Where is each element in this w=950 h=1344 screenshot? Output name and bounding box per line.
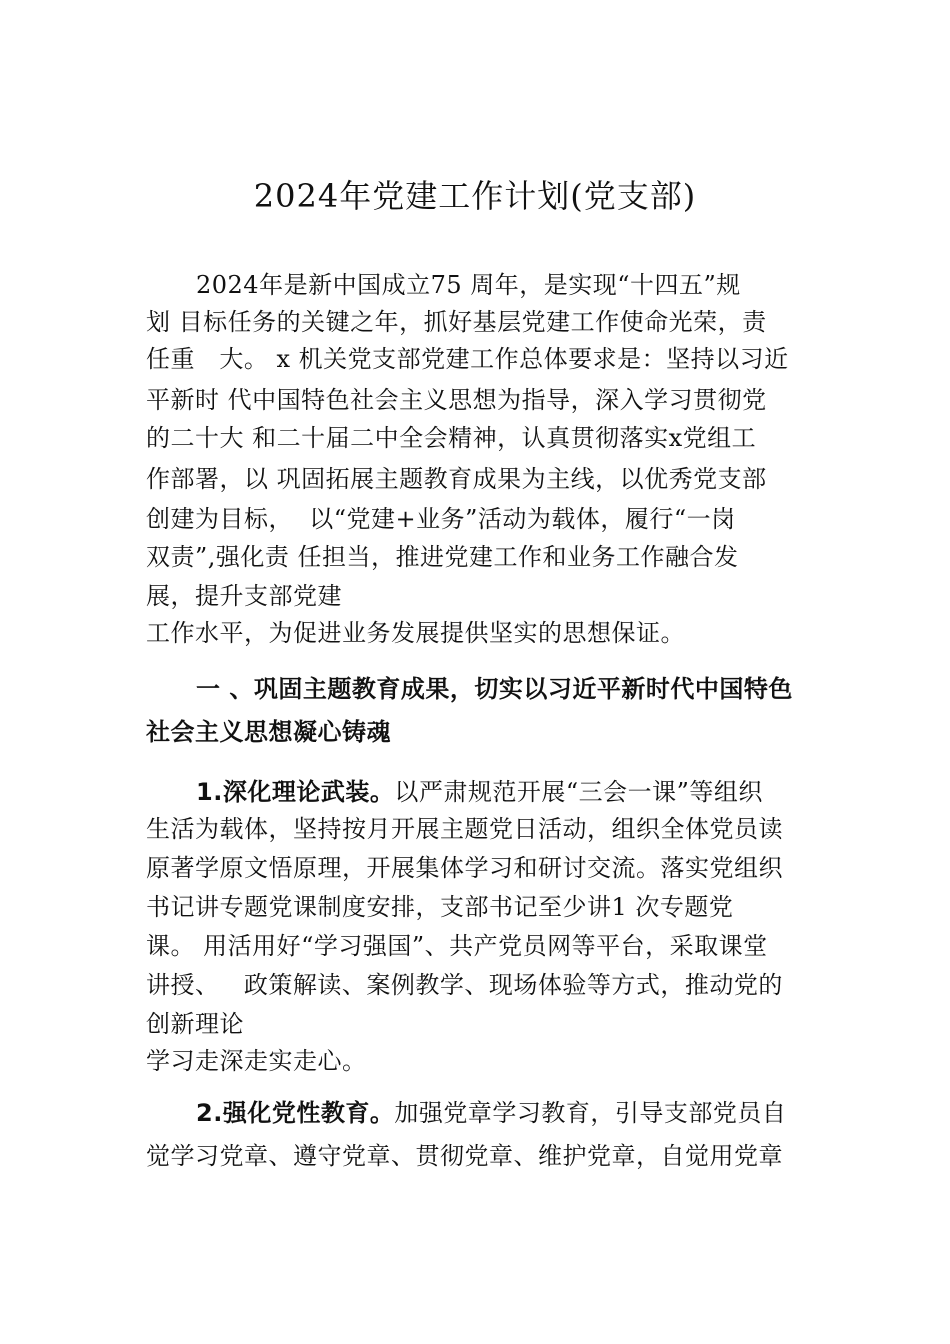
paragraph-line: 划 目标任务的关键之年，抓好基层党建工作使命光荣，责 (146, 308, 767, 336)
paragraph-line: 展，提升支部党建 (146, 582, 342, 610)
section-heading: 一 、巩固主题教育成果，切实以习近平新时代中国特色 (196, 675, 793, 703)
paragraph-line: 双责”,强化责 任担当，推进党建工作和业务工作融合发 (146, 543, 739, 571)
paragraph-line: 觉学习党章、遵守党章、贯彻党章、维护党章，自觉用党章 (146, 1142, 783, 1170)
document-title: 2024年党建工作计划(党支部) (253, 177, 697, 215)
paragraph-line: 讲授、 政策解读、案例教学、现场体验等方式，推动党的 (146, 971, 783, 999)
paragraph-line: 工作水平，为促进业务发展提供坚实的思想保证。 (146, 619, 685, 647)
paragraph-line: 原著学原文悟原理，开展集体学习和研讨交流。落实党组织 (146, 854, 783, 882)
paragraph-line: 平新时 代中国特色社会主义思想为指导，深入学习贯彻党 (146, 386, 767, 414)
section-heading: 社会主义思想凝心铸魂 (146, 718, 391, 746)
paragraph-line: 创新理论 (146, 1010, 244, 1038)
paragraph-line: 作部署，以 巩固拓展主题教育成果为主线，以优秀党支部 (146, 465, 767, 493)
paragraph-line: 学习走深走实走心。 (146, 1047, 367, 1075)
paragraph-line: 创建为目标， 以“党建+业务”活动为载体，履行“一岗 (146, 505, 736, 533)
item-first-line (196, 1098, 786, 1128)
paragraph-line: 2024年是新中国成立75 周年，是实现“十四五”规 (196, 271, 741, 299)
paragraph-line: 生活为载体，坚持按月开展主题党日活动，组织全体党员读 (146, 815, 783, 843)
paragraph-line: 书记讲专题党课制度安排，支部书记至少讲1 次专题党 (146, 893, 734, 921)
item-text: 加强党章学习教育，引导支部党员自 (394, 1099, 787, 1127)
paragraph-line: 的二十大 和二十届二中全会精神，认真贯彻落实x党组工 (146, 424, 757, 452)
paragraph-line: 课。 用活用好“学习强国”、共产党员网等平台，采取课堂 (146, 932, 768, 960)
item-label: 1.深化理论武装。 (196, 778, 395, 806)
item-label: 2.强化党性教育。 (196, 1099, 395, 1127)
item-text: 以严肃规范开展“三会一课”等组织 (394, 778, 763, 806)
item-first-line (196, 777, 763, 807)
paragraph-line: 任重 大。 x 机关党支部党建工作总体要求是：坚持以习近 (146, 345, 789, 373)
